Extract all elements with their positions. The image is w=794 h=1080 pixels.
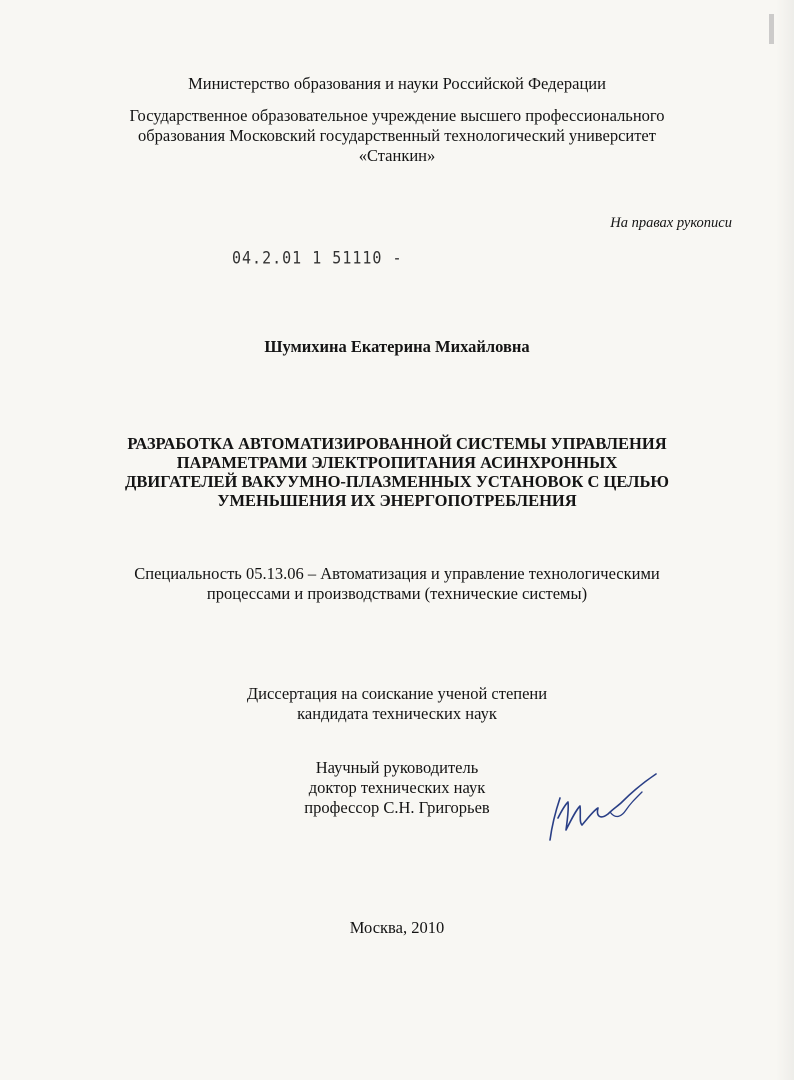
supervisor-line-3: профессор С.Н. Григорьев bbox=[304, 798, 490, 817]
supervisor bbox=[0, 758, 794, 818]
city-year: Москва, 2010 bbox=[349, 918, 445, 937]
institution-line-3: «Станкин» bbox=[358, 146, 436, 165]
institution-line-2: образования Московский государственный технологический университет bbox=[138, 126, 656, 145]
signature-stroke-2 bbox=[610, 792, 642, 816]
specialty-line-1: Специальность 05.13.06 – Автоматизация и управление технологическими bbox=[134, 564, 660, 583]
handwritten-signature bbox=[538, 770, 668, 855]
ministry-line: Министерство образования и науки Российской Федерации bbox=[188, 74, 606, 93]
thesis-title-line-1: РАЗРАБОТКА АВТОМАТИЗИРОВАННОЙ СИСТЕМЫ УПРАВЛЕНИЯ bbox=[127, 434, 667, 453]
manuscript-note: На правах рукописи bbox=[610, 215, 732, 231]
thesis-title-line-4: УМЕНЬШЕНИЯ ИХ ЭНЕРГОПОТРЕБЛЕНИЯ bbox=[217, 491, 577, 510]
specialty-line-2: процессами и производствами (технические системы) bbox=[206, 584, 588, 603]
institution-line-1: Государственное образовательное учреждение высшего профессионального bbox=[129, 106, 665, 125]
scan-edge-mark bbox=[769, 14, 774, 44]
dissertation-line-1: Диссертация на соискание ученой степени bbox=[246, 684, 548, 703]
dissertation-degree bbox=[0, 684, 794, 724]
ministry-header bbox=[0, 74, 794, 94]
supervisor-line-1: Научный руководитель bbox=[315, 758, 479, 777]
supervisor-line-2: доктор технических наук bbox=[308, 778, 486, 797]
institution-header bbox=[0, 106, 794, 166]
thesis-title-line-2: ПАРАМЕТРАМИ ЭЛЕКТРОПИТАНИЯ АСИНХРОННЫХ bbox=[176, 453, 618, 472]
thesis-title-line-3: ДВИГАТЕЛЕЙ ВАКУУМНО-ПЛАЗМЕННЫХ УСТАНОВОК С ЦЕЛЬЮ bbox=[125, 472, 669, 491]
author-name: Шумихина Екатерина Михайловна bbox=[264, 337, 530, 356]
specialty bbox=[0, 564, 794, 604]
dissertation-line-2: кандидата технических наук bbox=[297, 704, 497, 723]
registration-stamp: 04.2.01 1 51110 - bbox=[232, 248, 403, 269]
thesis-title bbox=[0, 434, 794, 510]
signature-stroke-1 bbox=[550, 774, 656, 840]
